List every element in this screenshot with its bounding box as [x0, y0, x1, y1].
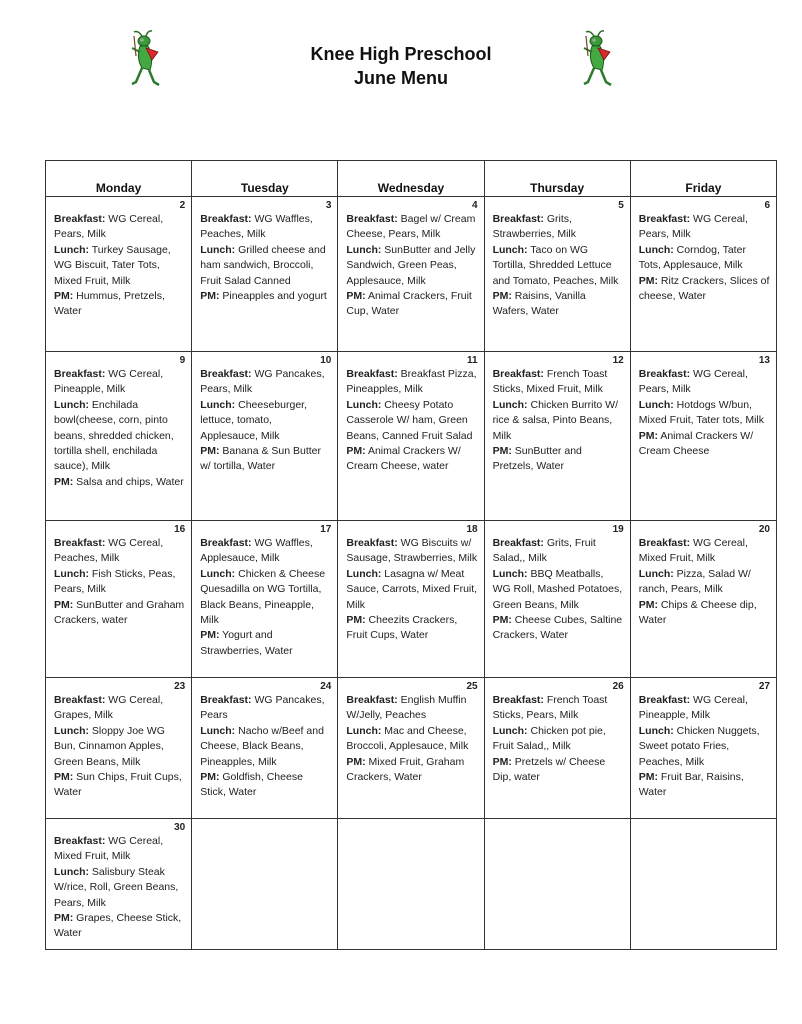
- pm-label: PM:: [200, 629, 220, 642]
- day-number: 12: [612, 355, 624, 366]
- day-number: 10: [320, 355, 332, 366]
- lunch-label: Lunch:: [200, 398, 236, 411]
- pm-label: PM:: [54, 912, 74, 925]
- pm-label: PM:: [492, 290, 512, 303]
- pm-entry: [639, 770, 770, 801]
- breakfast-text: French Toast Sticks, Pears, Milk: [492, 694, 608, 722]
- pm-label: PM:: [638, 274, 658, 287]
- pm-text: Grapes, Cheese Stick, Water: [54, 912, 182, 940]
- lunch-entry: [639, 398, 770, 429]
- pm-text: Salsa and chips, Water: [76, 475, 184, 488]
- lunch-entry: [346, 567, 477, 613]
- lunch-entry: [346, 243, 477, 289]
- day-number: 16: [174, 524, 186, 535]
- day-cell: [46, 352, 192, 521]
- day-cell: [484, 678, 630, 819]
- lunch-label: Lunch:: [492, 398, 528, 411]
- lunch-text: SunButter and Jelly Sandwich, Green Peas, Applesauce, Milk: [346, 243, 476, 287]
- lunch-label: Lunch:: [54, 243, 89, 256]
- header-tuesday: Tuesday: [192, 161, 338, 197]
- week-row: [46, 521, 777, 678]
- pm-label: PM:: [492, 445, 512, 458]
- breakfast-entry: [200, 367, 331, 398]
- breakfast-text: French Toast Sticks, Mixed Fruit, Milk: [492, 368, 608, 396]
- day-cell: [338, 352, 484, 521]
- day-number: 5: [618, 200, 624, 211]
- school-name: Knee High Preschool: [310, 44, 492, 64]
- day-cell: [338, 197, 484, 352]
- pm-entry: [200, 770, 331, 801]
- breakfast-label: Breakfast:: [200, 694, 252, 706]
- weekday-header-row: [46, 161, 777, 197]
- lunch-entry: [200, 567, 331, 629]
- lunch-text: Cheesy Potato Casserole W/ ham, Green Beans, Canned Fruit Salad: [346, 398, 473, 442]
- pm-text: Pineapples and yogurt: [222, 290, 327, 303]
- pm-label: PM:: [346, 614, 366, 627]
- lunch-text: Pizza, Salad W/ ranch, Pears, Milk: [638, 567, 751, 596]
- breakfast-entry: [200, 693, 331, 724]
- day-cell: [46, 819, 192, 950]
- lunch-label: Lunch:: [638, 243, 674, 256]
- lunch-entry: [54, 243, 185, 289]
- breakfast-label: Breakfast:: [492, 694, 544, 706]
- breakfast-label: Breakfast:: [492, 537, 544, 549]
- breakfast-entry: [493, 212, 624, 243]
- day-cell: [46, 521, 192, 678]
- breakfast-text: WG Waffles, Peaches, Milk: [200, 213, 313, 241]
- lunch-text: BBQ Meatballs, WG Roll, Mashed Potatoes, Green Beans, Milk: [492, 567, 623, 611]
- lunch-entry: [493, 398, 624, 444]
- lunch-text: Fish Sticks, Peas, Pears, Milk: [54, 567, 176, 596]
- breakfast-label: Breakfast:: [54, 537, 106, 549]
- lunch-label: Lunch:: [638, 567, 674, 580]
- empty-cell: [630, 819, 776, 950]
- lunch-text: Corndog, Tater Tots, Applesauce, Milk: [638, 243, 746, 272]
- week-row: [46, 352, 777, 521]
- lunch-label: Lunch:: [492, 724, 528, 737]
- breakfast-text: WG Cereal, Pears, Milk: [54, 213, 164, 241]
- day-number: 4: [472, 200, 478, 211]
- breakfast-label: Breakfast:: [54, 694, 106, 706]
- lunch-entry: [54, 724, 185, 770]
- breakfast-entry: [639, 367, 770, 398]
- pm-text: Chips & Cheese dip, Water: [638, 598, 757, 627]
- breakfast-entry: [54, 834, 185, 865]
- lunch-label: Lunch:: [346, 243, 382, 256]
- pm-text: Cheese Cubes, Saltine Crackers, Water: [492, 614, 623, 642]
- pm-text: Mixed Fruit, Graham Crackers, Water: [346, 755, 465, 784]
- pm-label: PM:: [346, 755, 366, 768]
- menu-month: June Menu: [353, 68, 448, 88]
- pm-label: PM:: [492, 614, 512, 627]
- day-cell: [338, 521, 484, 678]
- day-number: 20: [758, 524, 770, 535]
- lunch-text: Hotdogs W/bun, Mixed Fruit, Tater tots, Milk: [638, 398, 765, 427]
- header-friday: Friday: [630, 161, 776, 197]
- pm-label: PM:: [54, 598, 74, 611]
- lunch-text: Mac and Cheese, Broccoli, Applesauce, Milk: [346, 724, 469, 753]
- day-number: 13: [758, 355, 770, 366]
- pm-text: Sun Chips, Fruit Cups, Water: [54, 771, 182, 799]
- pm-label: PM:: [200, 771, 220, 784]
- lunch-text: Enchilada bowl(cheese, corn, pinto beans, shredded chicken, tortilla shell, enchilada sauce), Milk: [54, 398, 174, 473]
- breakfast-entry: [346, 693, 477, 724]
- pm-entry: [54, 475, 185, 490]
- lunch-label: Lunch:: [200, 724, 236, 737]
- breakfast-entry: [54, 367, 185, 398]
- pm-text: Goldfish, Cheese Stick, Water: [200, 771, 303, 799]
- lunch-label: Lunch:: [54, 398, 89, 411]
- pm-label: PM:: [200, 290, 220, 303]
- day-cell: [46, 197, 192, 352]
- lunch-entry: [346, 398, 477, 444]
- day-cell: [192, 521, 338, 678]
- breakfast-text: WG Cereal, Pineapple, Milk: [54, 368, 164, 396]
- pm-entry: [346, 613, 477, 644]
- empty-cell: [192, 819, 338, 950]
- pm-text: Yogurt and Strawberries, Water: [200, 629, 293, 657]
- page-title: [0, 42, 802, 90]
- day-cell: [484, 521, 630, 678]
- pm-text: Animal Crackers, Fruit Cup, Water: [346, 290, 472, 318]
- pm-text: Animal Crackers W/ Cream Cheese, water: [346, 445, 461, 473]
- pm-label: PM:: [54, 771, 74, 784]
- lunch-entry: [200, 243, 331, 289]
- pm-label: PM:: [54, 290, 74, 303]
- empty-cell: [484, 819, 630, 950]
- header-wednesday: Wednesday: [338, 161, 484, 197]
- breakfast-label: Breakfast:: [346, 537, 398, 549]
- lunch-text: Lasagna w/ Meat Sauce, Carrots, Mixed Fruit, Milk: [346, 567, 478, 611]
- pm-text: SunButter and Pretzels, Water: [492, 445, 582, 473]
- pm-text: Animal Crackers W/ Cream Cheese: [638, 429, 754, 458]
- lunch-entry: [54, 567, 185, 598]
- pm-label: PM:: [54, 475, 74, 488]
- pm-label: PM:: [638, 598, 658, 611]
- lunch-label: Lunch:: [492, 243, 528, 256]
- day-cell: [192, 197, 338, 352]
- menu-table: [45, 160, 777, 950]
- header-thursday: Thursday: [484, 161, 630, 197]
- breakfast-text: Grits, Fruit Salad,, Milk: [492, 537, 596, 565]
- lunch-entry: [639, 243, 770, 274]
- week-row: [46, 819, 777, 950]
- day-number: 2: [179, 200, 186, 211]
- header-monday: Monday: [46, 161, 192, 197]
- day-number: 9: [179, 355, 186, 366]
- breakfast-entry: [54, 536, 185, 567]
- pm-entry: [54, 598, 185, 629]
- lunch-label: Lunch:: [346, 724, 382, 737]
- day-number: 26: [612, 681, 624, 692]
- breakfast-label: Breakfast:: [54, 835, 106, 847]
- breakfast-label: Breakfast:: [492, 213, 544, 225]
- pm-entry: [200, 444, 331, 475]
- breakfast-text: English Muffin W/Jelly, Peaches: [346, 694, 467, 722]
- lunch-label: Lunch:: [638, 724, 674, 737]
- lunch-text: Chicken Burrito W/ rice & salsa, Pinto Beans, Milk: [492, 398, 619, 442]
- pm-text: SunButter and Graham Crackers, water: [54, 598, 185, 627]
- pm-label: PM:: [346, 445, 366, 458]
- breakfast-entry: [346, 212, 477, 243]
- pm-entry: [200, 628, 331, 659]
- lunch-label: Lunch:: [200, 567, 236, 580]
- lunch-entry: [54, 865, 185, 911]
- day-cell: [46, 678, 192, 819]
- breakfast-label: Breakfast:: [200, 368, 252, 380]
- pm-entry: [346, 444, 477, 475]
- breakfast-label: Breakfast:: [346, 694, 398, 706]
- lunch-label: Lunch:: [54, 724, 89, 737]
- pm-entry: [54, 289, 185, 320]
- breakfast-entry: [200, 536, 331, 567]
- breakfast-entry: [54, 212, 185, 243]
- lunch-entry: [493, 724, 624, 755]
- day-number: 18: [466, 524, 478, 535]
- pm-entry: [639, 274, 770, 305]
- day-number: 23: [174, 681, 186, 692]
- pm-entry: [493, 289, 624, 320]
- pm-entry: [346, 289, 477, 320]
- breakfast-label: Breakfast:: [638, 694, 691, 706]
- lunch-text: Chicken pot pie, Fruit Salad,, Milk: [492, 724, 606, 753]
- day-number: 25: [466, 681, 478, 692]
- lunch-label: Lunch:: [200, 243, 236, 256]
- day-cell: [484, 197, 630, 352]
- day-number: 6: [764, 200, 770, 211]
- pm-text: Cheezits Crackers, Fruit Cups, Water: [346, 614, 458, 642]
- pm-entry: [346, 755, 477, 786]
- lunch-text: Sloppy Joe WG Bun, Cinnamon Apples, Green Beans, Milk: [54, 724, 165, 768]
- breakfast-label: Breakfast:: [200, 537, 252, 549]
- day-number: 24: [320, 681, 332, 692]
- lunch-label: Lunch:: [54, 865, 89, 878]
- lunch-label: Lunch:: [54, 567, 89, 580]
- day-cell: [630, 521, 776, 678]
- lunch-entry: [200, 724, 331, 770]
- pm-text: Ritz Crackers, Slices of cheese, Water: [638, 274, 770, 303]
- breakfast-label: Breakfast:: [54, 213, 106, 225]
- breakfast-text: WG Cereal, Pineapple, Milk: [638, 694, 748, 722]
- week-row: [46, 197, 777, 352]
- lunch-text: Salisbury Steak W/rice, Roll, Green Beans, Pears, Milk: [54, 865, 179, 909]
- lunch-entry: [346, 724, 477, 755]
- breakfast-text: Bagel w/ Cream Cheese, Pears, Milk: [346, 213, 476, 241]
- pm-entry: [639, 429, 770, 460]
- breakfast-text: WG Cereal, Grapes, Milk: [54, 694, 164, 722]
- pm-text: Fruit Bar, Raisins, Water: [638, 771, 744, 799]
- breakfast-entry: [493, 693, 624, 724]
- breakfast-text: WG Cereal, Pears, Milk: [638, 213, 748, 241]
- breakfast-text: WG Cereal, Peaches, Milk: [54, 537, 164, 565]
- breakfast-text: Grits, Strawberries, Milk: [492, 213, 576, 241]
- lunch-label: Lunch:: [346, 567, 382, 580]
- day-cell: [630, 352, 776, 521]
- lunch-entry: [639, 567, 770, 598]
- pm-entry: [54, 770, 185, 801]
- pm-entry: [493, 755, 624, 786]
- day-cell: [484, 352, 630, 521]
- day-cell: [338, 678, 484, 819]
- breakfast-entry: [639, 212, 770, 243]
- breakfast-entry: [54, 693, 185, 724]
- breakfast-label: Breakfast:: [200, 213, 252, 225]
- lunch-label: Lunch:: [346, 398, 382, 411]
- day-number: 17: [320, 524, 332, 535]
- lunch-entry: [639, 724, 770, 770]
- lunch-text: Grilled cheese and ham sandwich, Broccoli, Fruit Salad Canned: [200, 243, 326, 287]
- day-cell: [192, 678, 338, 819]
- breakfast-text: WG Waffles, Applesauce, Milk: [200, 537, 313, 565]
- pm-text: Raisins, Vanilla Wafers, Water: [492, 290, 586, 318]
- day-cell: [192, 352, 338, 521]
- breakfast-text: WG Biscuits w/ Sausage, Strawberries, Milk: [346, 537, 478, 565]
- lunch-entry: [54, 398, 185, 475]
- breakfast-text: WG Cereal, Pears, Milk: [638, 368, 748, 396]
- week-row: [46, 678, 777, 819]
- breakfast-label: Breakfast:: [346, 213, 398, 225]
- breakfast-entry: [639, 536, 770, 567]
- pm-entry: [493, 613, 624, 644]
- breakfast-label: Breakfast:: [638, 537, 691, 549]
- lunch-text: Nacho w/Beef and Cheese, Black Beans, Pineapples, Milk: [200, 724, 324, 768]
- pm-text: Pretzels w/ Cheese Dip, water: [492, 755, 606, 784]
- breakfast-label: Breakfast:: [638, 368, 691, 380]
- day-number: 30: [174, 822, 186, 833]
- lunch-entry: [200, 398, 331, 444]
- pm-entry: [639, 598, 770, 629]
- breakfast-label: Breakfast:: [638, 213, 691, 225]
- breakfast-entry: [346, 536, 477, 567]
- day-cell: [630, 678, 776, 819]
- day-number: 19: [612, 524, 624, 535]
- pm-entry: [54, 911, 185, 942]
- empty-cell: [338, 819, 484, 950]
- breakfast-text: WG Cereal, Mixed Fruit, Milk: [638, 537, 748, 565]
- pm-entry: [200, 289, 331, 304]
- breakfast-text: WG Cereal, Mixed Fruit, Milk: [54, 835, 164, 863]
- lunch-text: Cheeseburger, lettuce, tomato, Applesauce, Milk: [200, 398, 307, 442]
- pm-label: PM:: [346, 290, 366, 303]
- breakfast-entry: [200, 212, 331, 243]
- day-cell: [630, 197, 776, 352]
- pm-label: PM:: [200, 445, 220, 458]
- breakfast-entry: [346, 367, 477, 398]
- pm-label: PM:: [492, 755, 512, 768]
- lunch-entry: [493, 243, 624, 289]
- day-number: 3: [325, 200, 332, 211]
- lunch-text: Taco on WG Tortilla, Shredded Lettuce and Tomato, Peaches, Milk: [492, 243, 619, 287]
- pm-text: Banana & Sun Butter w/ tortilla, Water: [200, 445, 322, 473]
- pm-text: Hummus, Pretzels, Water: [54, 290, 165, 318]
- breakfast-entry: [639, 693, 770, 724]
- breakfast-text: WG Pancakes, Pears, Milk: [200, 368, 325, 396]
- pm-label: PM:: [638, 429, 658, 442]
- breakfast-label: Breakfast:: [492, 368, 544, 380]
- lunch-label: Lunch:: [492, 567, 528, 580]
- breakfast-entry: [493, 536, 624, 567]
- lunch-text: Turkey Sausage, WG Biscuit, Tater Tots, Mixed Fruit, Milk: [54, 243, 171, 287]
- breakfast-label: Breakfast:: [346, 368, 398, 380]
- breakfast-label: Breakfast:: [54, 368, 106, 380]
- lunch-label: Lunch:: [638, 398, 674, 411]
- breakfast-entry: [493, 367, 624, 398]
- breakfast-text: Breakfast Pizza, Pineapples, Milk: [346, 368, 477, 396]
- lunch-text: Chicken Nuggets, Sweet potato Fries, Peaches, Milk: [638, 724, 760, 768]
- day-number: 27: [758, 681, 770, 692]
- breakfast-text: WG Pancakes, Pears: [200, 694, 325, 722]
- lunch-text: Chicken & Cheese Quesadilla on WG Tortilla, Black Beans, Pineapple, Milk: [200, 567, 326, 627]
- pm-label: PM:: [638, 771, 658, 784]
- pm-entry: [493, 444, 624, 475]
- day-number: 11: [466, 355, 478, 366]
- lunch-entry: [493, 567, 624, 613]
